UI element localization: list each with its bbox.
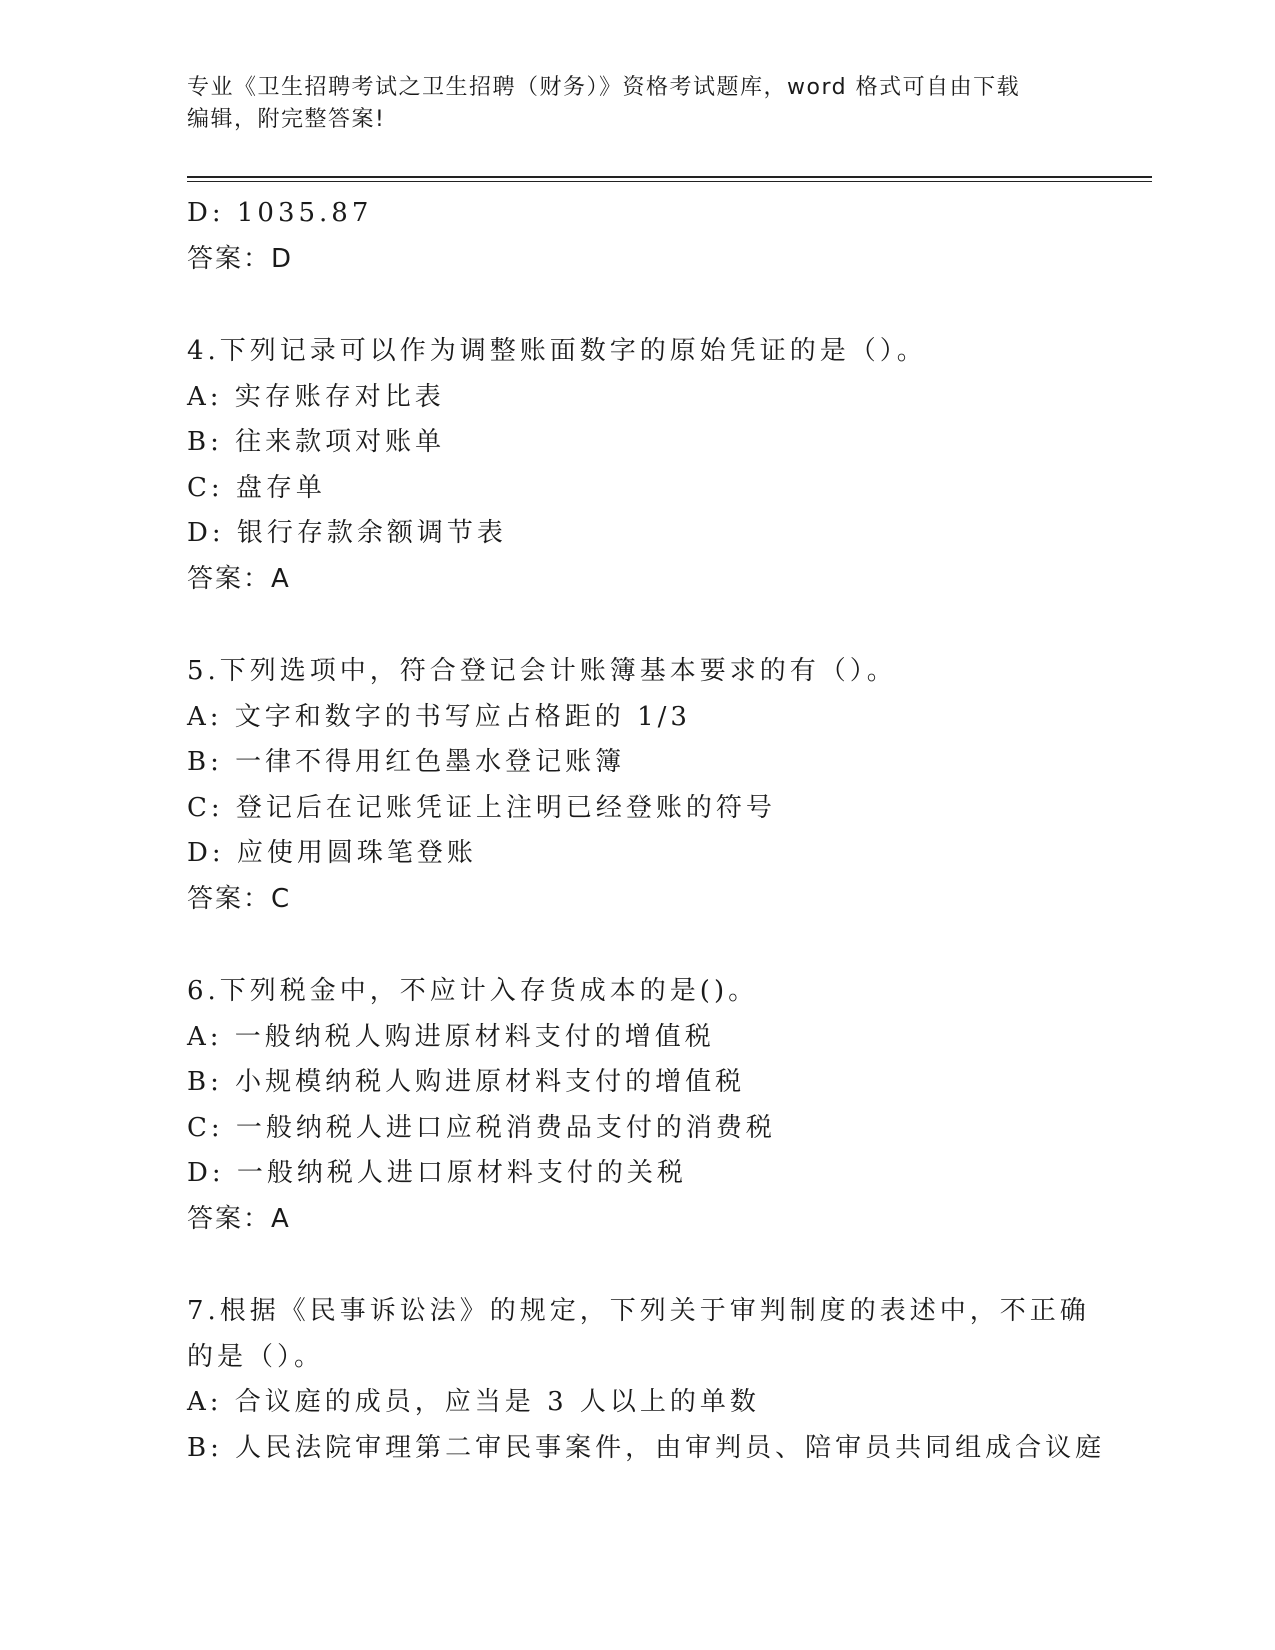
q7-option-a: A: 合议庭的成员，应当是 3 人以上的单数: [187, 1387, 760, 1417]
q3-option-d: D: 1035.87: [187, 198, 373, 228]
q6-option-a: A: 一般纳税人购进原材料支付的增值税: [187, 1021, 715, 1052]
q5-option-a: A: 文字和数字的书写应占格距的 1/3: [187, 701, 691, 732]
header-rule-thin: [187, 181, 1152, 182]
q5-option-b: B: 一律不得用红色墨水登记账簿: [187, 747, 626, 777]
q4-option-d: D: 银行存款余额调节表: [187, 518, 507, 548]
q6-title: 6.下列税金中，不应计入存货成本的是()。: [187, 976, 759, 1006]
q4-answer: 答案：A: [187, 563, 291, 594]
q7-title-line-2: 的是（）。: [187, 1341, 325, 1372]
q7-option-b: B: 人民法院审理第二审民事案件，由审判员、陪审员共同组成合议庭: [187, 1432, 1106, 1463]
q4-option-c: C: 盘存单: [187, 472, 326, 503]
header-line-1: 专业《卫生招聘考试之卫生招聘（财务）》资格考试题库，word 格式可自由下载: [187, 75, 1021, 100]
q6-option-c: C: 一般纳税人进口应税消费品支付的消费税: [187, 1112, 776, 1143]
q5-option-c: C: 登记后在记账凭证上注明已经登账的符号: [187, 792, 776, 823]
q3-answer: 答案：D: [187, 243, 294, 274]
q4-title: 4.下列记录可以作为调整账面数字的原始凭证的是（）。: [187, 336, 927, 366]
q7-title-line-1: 7.根据《民事诉讼法》的规定，下列关于审判制度的表述中，不正确: [187, 1296, 1090, 1326]
header-line-2: 编辑，附完整答案!: [187, 107, 386, 132]
q5-option-d: D: 应使用圆珠笔登账: [187, 838, 477, 868]
q6-answer: 答案：A: [187, 1203, 291, 1234]
q5-title: 5.下列选项中，符合登记会计账簿基本要求的有（）。: [187, 656, 897, 686]
q4-option-a: A: 实存账存对比表: [187, 381, 445, 412]
q6-option-d: D: 一般纳税人进口原材料支付的关税: [187, 1158, 687, 1188]
question-list: [187, 191, 1147, 1471]
document-header: [187, 72, 1067, 136]
header-rule-thick: [187, 176, 1152, 178]
q6-option-b: B: 小规模纳税人购进原材料支付的增值税: [187, 1067, 746, 1097]
q4-option-b: B: 往来款项对账单: [187, 427, 446, 457]
q5-answer: 答案：C: [187, 883, 292, 914]
